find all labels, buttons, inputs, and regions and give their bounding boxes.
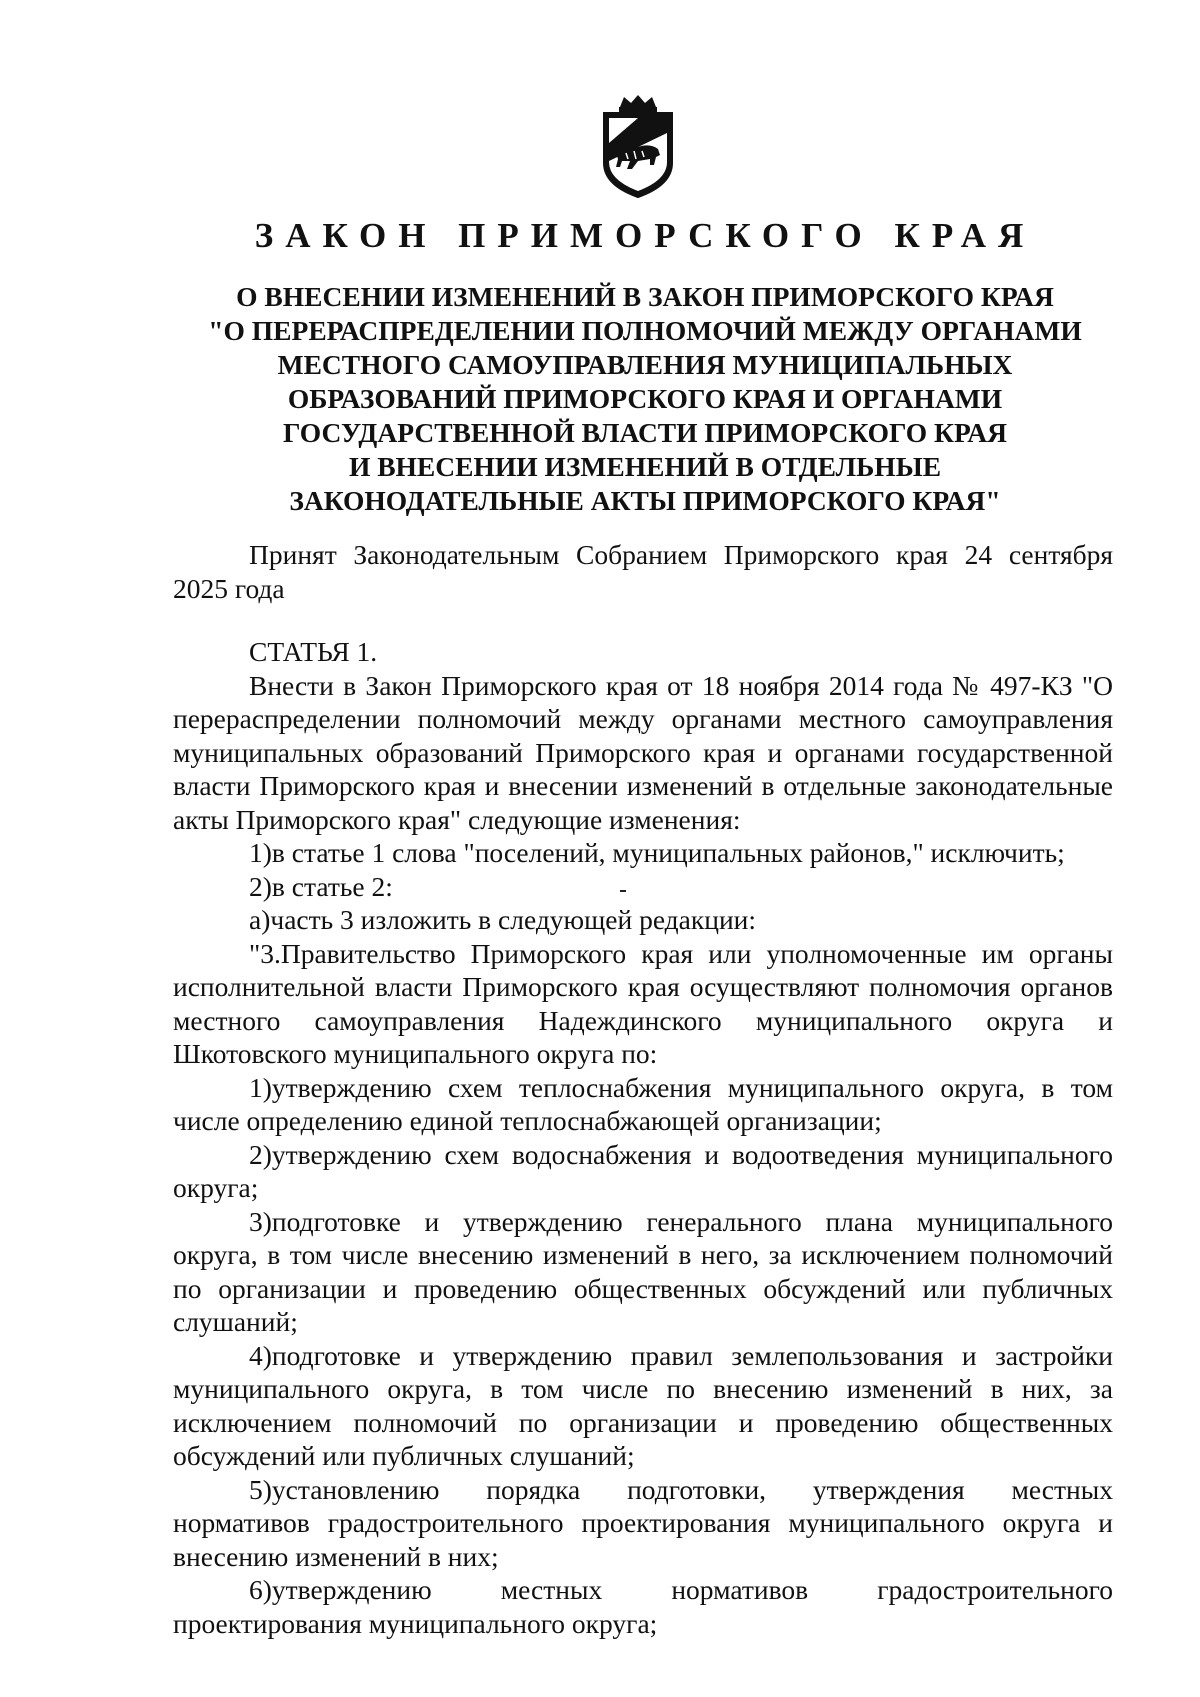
list-item: 1)утверждению схем теплоснабжения муниципального округа, в том числе определению единой теплоснабжающей организации; <box>173 1071 1113 1136</box>
article-intro: Внести в Закон Приморского края от 18 ноября 2014 года № 497-КЗ "О перераспределении полномочий между органами местного самоуправления муниципальных образований Приморского края и органами государственной власти Приморского края и внесении изменений в отдельные законодательные акты Приморского края" следующие изменения: <box>173 669 1113 835</box>
list-item: 3)подготовке и утверждению генерального плана муниципального округа, в том числе внесению изменений в него, за исключением полномочий по организации и проведению общественных обсуждений или публичных слушаний; <box>173 1205 1113 1337</box>
list-item: 1)в статье 1 слова "поселений, муниципальных районов," исключить; <box>249 837 1065 868</box>
subtitle-line: ЗАКОНОДАТЕЛЬНЫЕ АКТЫ ПРИМОРСКОГО КРАЯ" <box>289 485 1001 516</box>
word: градостроительного <box>877 1574 1113 1605</box>
list-item-5-first-line <box>173 1473 1113 1507</box>
word: местных <box>500 1574 603 1605</box>
article-1 <box>173 635 1113 1640</box>
subtitle-line: И ВНЕСЕНИИ ИЗМЕНЕНИЙ В ОТДЕЛЬНЫЕ <box>348 451 942 482</box>
list-item: 2)в статье 2: <box>249 870 393 902</box>
adoption-text: Принят Законодательным Собранием Приморского края 24 сентября 2025 года <box>173 539 1113 604</box>
list-item-6-first-line <box>173 1573 1113 1607</box>
word: 6)утверждению <box>249 1574 432 1605</box>
adoption-statement <box>173 538 1113 605</box>
coat-of-arms-icon <box>598 93 678 203</box>
list-item-6-rest: проектирования муниципального округа; <box>173 1607 658 1639</box>
list-item-5-rest: нормативов градостроительного проектирования муниципального округа и внесению изменений в них; <box>173 1507 1113 1572</box>
subtitle-line: О ВНЕСЕНИИ ИЗМЕНЕНИЙ В ЗАКОН ПРИМОРСКОГО КРАЯ <box>236 281 1054 312</box>
subtitle-line: ГОСУДАРСТВЕННОЙ ВЛАСТИ ПРИМОРСКОГО КРАЯ <box>283 417 1007 448</box>
word: нормативов <box>671 1574 809 1605</box>
law-subtitle <box>140 280 1150 518</box>
scan-artifact-mark <box>620 890 626 892</box>
word: местных <box>1011 1473 1113 1505</box>
list-item: 2)утверждению схем водоснабжения и водоотведения муниципального округа; <box>173 1138 1113 1203</box>
article-heading: СТАТЬЯ 1. <box>249 636 378 667</box>
word: подготовки, <box>627 1473 767 1505</box>
law-title: ЗАКОН ПРИМОРСКОГО КРАЯ <box>254 216 1036 255</box>
list-item: 4)подготовке и утверждению правил землепользования и застройки муниципального округа, в том числе по внесению изменений в них, за исключением полномочий по организации и проведению общественных обсуждений или публичных слушаний; <box>173 1339 1113 1471</box>
word: порядка <box>486 1473 581 1505</box>
quoted-part-3: "3.Правительство Приморского края или уполномоченные им органы исполнительной власти Приморского края осуществляют полномочия органов местного самоуправления Надеждинского муниципального округа и Шкотовского муниципального округа по: <box>173 937 1113 1069</box>
subtitle-line: "О ПЕРЕРАСПРЕДЕЛЕНИИ ПОЛНОМОЧИЙ МЕЖДУ ОРГАНАМИ <box>208 315 1082 346</box>
list-item: а)часть 3 изложить в следующей редакции: <box>249 904 757 935</box>
word: 5)установлению <box>249 1473 440 1505</box>
subtitle-line: ОБРАЗОВАНИЙ ПРИМОРСКОГО КРАЯ И ОРГАНАМИ <box>287 383 1003 414</box>
subtitle-line: МЕСТНОГО САМОУПРАВЛЕНИЯ МУНИЦИПАЛЬНЫХ <box>277 349 1013 380</box>
word: утверждения <box>812 1473 965 1505</box>
